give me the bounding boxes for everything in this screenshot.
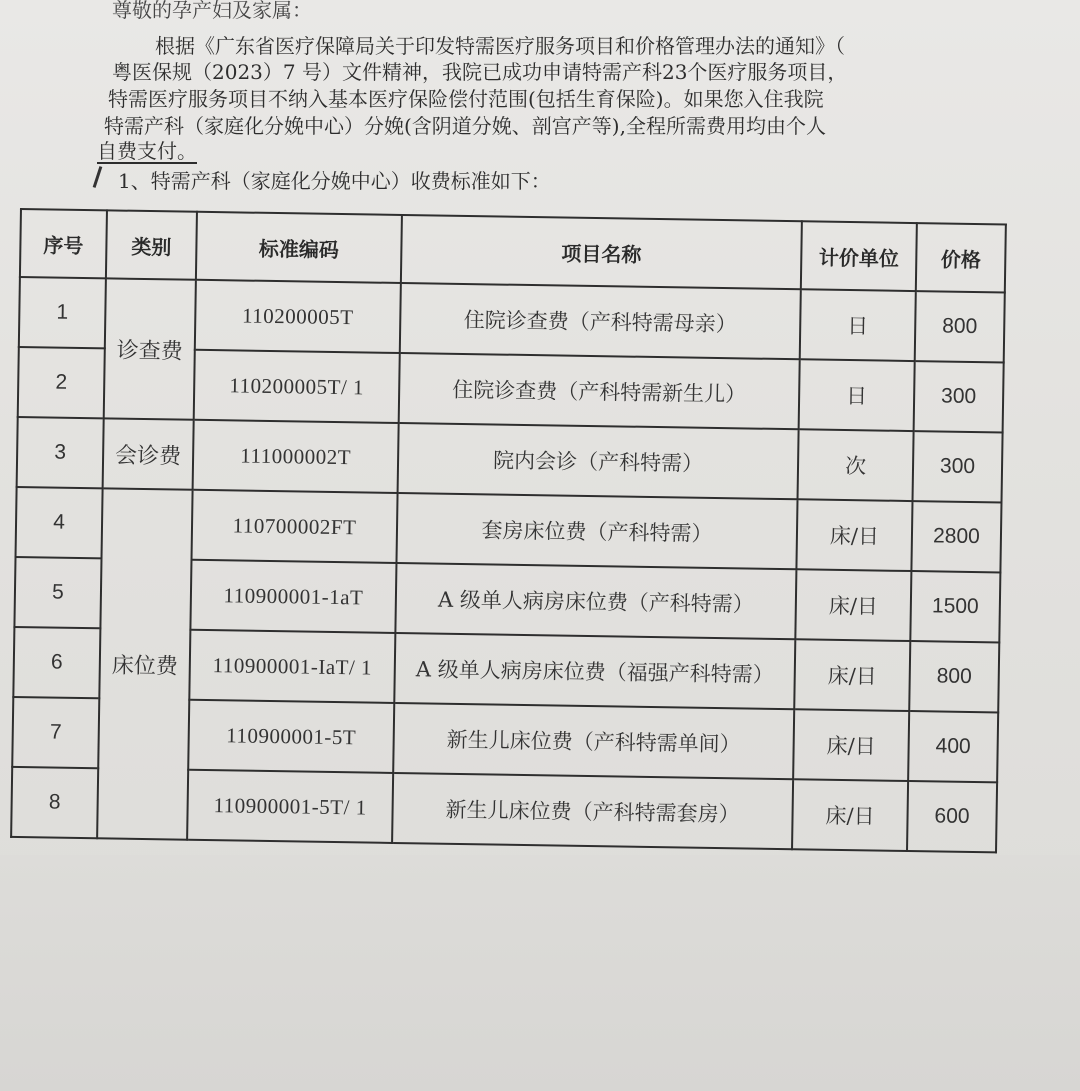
row-code: 110900001-IaT/ 1	[189, 630, 395, 703]
row-unit: 日	[800, 289, 916, 361]
header-code: 标准编码	[196, 212, 402, 283]
row-item-name: A 级单人病房床位费（福强产科特需）	[394, 633, 795, 709]
category-cell: 会诊费	[103, 418, 194, 489]
row-code: 110700002FT	[191, 490, 397, 563]
row-price: 2800	[911, 501, 1001, 572]
row-unit: 床/日	[795, 569, 911, 641]
row-price: 800	[915, 291, 1005, 362]
row-code: 110900001-1aT	[190, 560, 396, 633]
row-item-name: 住院诊查费（产科特需新生儿）	[399, 353, 800, 429]
section-heading: 1、特需产科（家庭化分娩中心）收费标准如下：	[118, 169, 551, 193]
category-cell: 床位费	[97, 488, 192, 839]
row-no: 6	[13, 627, 100, 698]
header-item-name: 项目名称	[401, 215, 802, 289]
intro-text	[0, 0, 1080, 200]
row-unit: 日	[799, 359, 915, 431]
row-price: 300	[913, 431, 1003, 502]
fee-table	[10, 208, 1007, 853]
header-no: 序号	[20, 209, 107, 278]
header-price: 价格	[916, 223, 1006, 292]
salutation: 尊敬的孕产妇及家属：	[112, 0, 312, 22]
fee-table-wrapper	[10, 208, 1020, 869]
row-no: 8	[11, 767, 98, 838]
table-row	[19, 277, 1005, 362]
row-price: 600	[907, 781, 997, 852]
row-unit: 床/日	[792, 779, 908, 851]
row-code: 110900001-5T/ 1	[187, 770, 393, 843]
paragraph-line-2: 粤医保规（2023）7 号）文件精神，我院已成功申请特需产科23个医疗服务项目，	[112, 60, 848, 84]
paragraph-line-4: 特需产科（家庭化分娩中心）分娩(含阴道分娩、剖宫产等),全程所需费用均由个人	[104, 114, 826, 138]
row-unit: 床/日	[796, 499, 912, 571]
row-item-name: 新生儿床位费（产科特需单间）	[393, 703, 794, 779]
row-no: 4	[16, 487, 103, 558]
row-unit: 床/日	[793, 709, 909, 781]
row-no: 7	[12, 697, 99, 768]
table-row	[16, 487, 1002, 572]
header-unit: 计价单位	[801, 221, 917, 291]
row-item-name: 套房床位费（产科特需）	[396, 493, 797, 569]
pen-mark	[93, 166, 103, 188]
row-code: 111000002T	[193, 420, 399, 493]
row-item-name: 新生儿床位费（产科特需套房）	[392, 773, 793, 849]
row-item-name: 院内会诊（产科特需）	[398, 423, 799, 499]
row-code: 110200005T/ 1	[194, 350, 400, 423]
row-code: 110900001-5T	[188, 700, 394, 773]
row-item-name: 住院诊查费（产科特需母亲）	[400, 283, 801, 359]
row-no: 1	[19, 277, 106, 348]
row-price: 1500	[910, 571, 1000, 642]
row-unit: 床/日	[794, 639, 910, 711]
row-price: 300	[914, 361, 1004, 432]
row-no: 5	[14, 557, 101, 628]
paragraph-line-5: 自费支付。	[97, 139, 197, 163]
row-no: 2	[18, 347, 105, 418]
blank-paper-area	[0, 855, 1080, 1091]
paragraph-line-3: 特需医疗服务项目不纳入基本医疗保险偿付范围(包括生育保险)。如果您入住我院	[108, 87, 824, 111]
header-category: 类别	[106, 210, 197, 279]
row-price: 400	[908, 711, 998, 782]
row-no: 3	[17, 417, 104, 488]
row-unit: 次	[798, 429, 914, 501]
row-item-name: A 级单人病房床位费（产科特需）	[395, 563, 796, 639]
row-code: 110200005T	[195, 280, 401, 353]
row-price: 800	[909, 641, 999, 712]
paragraph-line-1: 根据《广东省医疗保障局关于印发特需医疗服务项目和价格管理办法的通知》（	[155, 34, 845, 58]
category-cell: 诊查费	[104, 278, 196, 419]
